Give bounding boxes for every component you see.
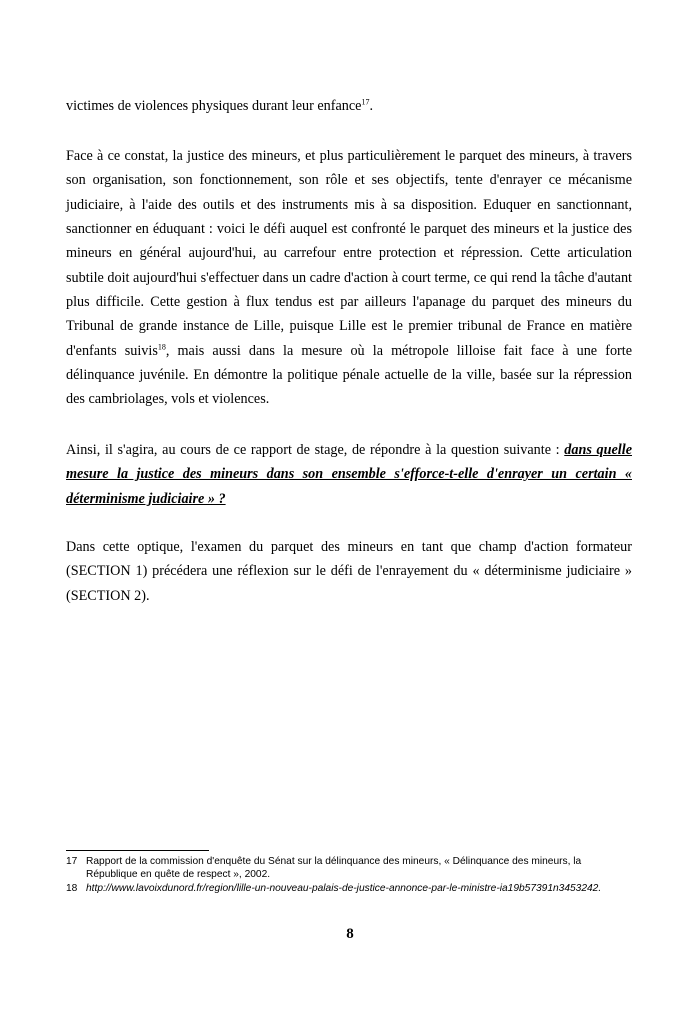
footnote-text: Rapport de la commission d'enquête du Sénat sur la délinquance des mineurs, « Délinquance des mineurs, la République en quête de respect », 2002. <box>86 856 582 881</box>
footnote-link[interactable]: http://www.lavoixdunord.fr/region/lille-un-nouveau-palais-de-justice-annonce-par-le-ministre-ia19b57391n3453242 <box>86 882 599 894</box>
footnote-17 <box>66 855 632 882</box>
paragraph-constat <box>66 130 632 426</box>
paragraph-continuation <box>66 80 632 133</box>
problematique-question: dans quelle mesure la justice des mineurs dans son ensemble s'efforce-t-elle d'enrayer un certain « déterminisme judiciaire » ? <box>66 442 632 507</box>
paragraph-plan <box>66 521 632 622</box>
paragraph-problematique <box>66 424 632 525</box>
paragraph-text-a: Face à ce constat, la justice des mineurs, et plus particulièrement le parquet des mineurs, à travers son organisation, son fonctionnement, son rôle et ses objectifs, tente d'enrayer ce mécanisme judiciaire, à l'aide des outils et des instruments mis à sa disposition. Eduquer en sanctionnant, sanctionner en éduquant : voici le défi auquel est confronté le parquet des mineurs et la justice des mineurs en général aujourd'hui, au carrefour entre protection et répression. Cette articulation subtile doit aujourd'hui s'effectuer dans un cadre d'action à court terme, ce qui rend la tâche d'autant plus difficile. Cette gestion à flux tendus est par ailleurs l'apanage du parquet des mineurs du Tribunal de grande instance de Lille, puisque Lille est le premier tribunal de France en matière d'enfants suivis <box>66 148 632 359</box>
paragraph-text: victimes de violences physiques durant leur enfance <box>66 98 362 115</box>
paragraph-end: . <box>369 98 374 115</box>
plan-text: Dans cette optique, l'examen du parquet des mineurs en tant que champ d'action formateur (SECTION 1) précédera une réflexion sur le défi de l'enrayement du « déterminisme judiciaire » (SECTION 2). <box>66 539 632 604</box>
footnote-number: 17 <box>66 856 78 867</box>
footnote-separator <box>66 850 209 851</box>
page-number: 8 <box>346 926 354 942</box>
footnote-ref-17[interactable]: 17 <box>361 97 370 107</box>
problematique-intro: Ainsi, il s'agira, au cours de ce rapport de stage, de répondre à la question suivante : <box>66 442 565 459</box>
footnote-18 <box>66 882 632 895</box>
footnote-end: . <box>598 882 602 894</box>
footnote-number: 18 <box>66 882 78 894</box>
paragraph-text-b: , mais aussi dans la mesure où la métropole lilloise fait face à une forte délinquance juvénile. En démontre la politique pénale actuelle de la ville, basée sur la répression des cambriolages, vols et violences. <box>66 342 633 408</box>
footnotes <box>66 855 632 895</box>
footnote-ref-18[interactable]: 18 <box>157 341 166 351</box>
